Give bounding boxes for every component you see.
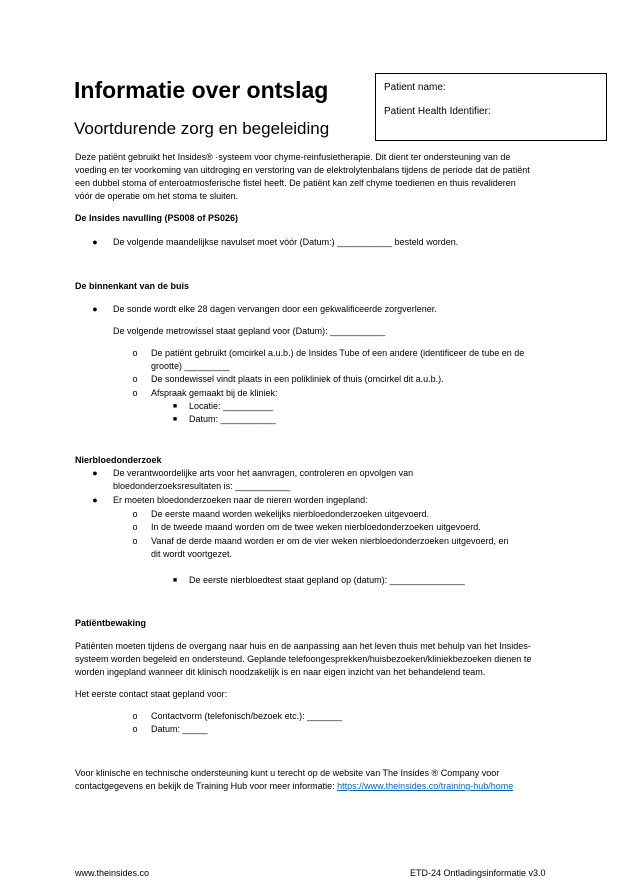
intro-line: vóór de operatie om het stoma te sluiten. [75,191,239,201]
kidney-heading: Nierbloedonderzoek [75,455,162,465]
hollow-circle-icon: o [132,522,138,532]
contact-form-field: Contactvorm (telefonisch/bezoek etc.): _______ [151,711,343,721]
square-bullet-icon: ■ [172,577,178,584]
footer-website: www.theinsides.co [75,868,150,878]
kidney-sub-item: dit wordt voortgezet. [151,549,233,559]
monitoring-line: Patiënten moeten tijdens de overgang naar huis en de aanpassing aan het leven thuis met behulp van het Insides- [75,641,531,651]
tube-heading: De binnenkant van de buis [75,281,190,291]
bullet-icon: ● [92,495,98,505]
tube-sub-item: De sondewissel vindt plaats in een polikliniek of thuis (omcirkel dit a.u.b.). [151,374,444,384]
tube-sub-item: Afspraak gemaakt bij de kliniek: [151,388,278,398]
monitoring-heading: Patiëntbewaking [75,618,147,628]
bullet-icon: ● [92,468,98,478]
hollow-circle-icon: o [132,724,138,734]
intro-line: voeding en ter voorkoming van uitdroging en verstoring van de elektrolytenbalans tijdens de periode dat de patiënt [75,165,530,175]
intro-line: Deze patiënt gebruikt het Insides® ·systeem voor chyme-reinfusietherapie. Dit dient ter ondersteuning van de [75,152,511,162]
patient-info-box [375,73,607,141]
refill-item: De volgende maandelijkse navulset moet vóór (Datum:) ___________ besteld worden. [113,237,459,247]
support-line: Voor klinische en technische ondersteuning kunt u terecht op de website van The Insides ® Company voor [75,768,500,778]
refill-heading: De Insides navulling (PS008 of PS026) [75,213,239,223]
intro-paragraph [75,151,560,203]
tube-sub-item: De patiënt gebruikt (omcirkel a.u.b.) de Insides Tube of een andere (identificeer de tube en de [151,348,525,358]
patient-name-label: Patient name: [384,82,446,93]
tube-sub-item: grootte) _________ [151,361,230,371]
kidney-bullet: De verantwoordelijke arts voor het aanvragen, controleren en opvolgen van [113,468,414,478]
footer-doc-id: ETD-24 Ontladingsinformatie v3.0 [410,868,546,878]
first-contact-label: Het eerste contact staat gepland voor: [75,689,228,699]
hollow-circle-icon: o [132,374,138,384]
hollow-circle-icon: o [132,388,138,398]
square-bullet-icon: ■ [172,403,178,410]
tube-exchange-date: De volgende metrowissel staat gepland voor (Datum): ___________ [113,326,386,336]
kidney-sub-item: Vanaf de derde maand worden er om de vier weken nierbloedonderzoeken uitgevoerd, en [151,536,509,546]
hollow-circle-icon: o [132,509,138,519]
monitoring-paragraph [75,640,560,679]
contact-date-field: Datum: _____ [151,724,208,734]
kidney-first-test: De eerste nierbloedtest staat gepland op (datum): _______________ [189,575,465,585]
patient-id-label: Patient Health Identifier: [384,106,491,117]
page-subtitle: Voortdurende zorg en begeleiding [74,119,330,138]
support-line [75,780,513,793]
kidney-bullet: Er moeten bloedonderzoeken naar de nieren worden ingepland: [113,495,368,505]
hollow-circle-icon: o [132,536,138,546]
training-hub-link[interactable]: https://www.theinsides.co/training-hub/home [337,781,514,791]
support-text: contactgegevens en bekijk de Training Hub voor meer informatie: [75,781,338,791]
monitoring-line: worden ingepland wanneer dit klinisch noodzakelijk is en naar eigen inzicht van het behandelend team. [75,667,486,677]
tube-date: Datum: ___________ [189,414,276,424]
page-title: Informatie over ontslag [74,77,329,103]
square-bullet-icon: ■ [172,416,178,423]
kidney-bullet: bloedonderzoeksresultaten is: ___________ [113,481,291,491]
kidney-sub-item: De eerste maand worden wekelijks nierbloedonderzoeken uitgevoerd. [151,509,430,519]
intro-line: een dubbel stoma of enteroatmosferische fistel heeft. De patiënt kan zelf chyme toedienen en thuis revalideren [75,178,516,188]
monitoring-line: systeem worden begeleid en ondersteund. Geplande telefoongesprekken/huisbezoeken/kliniekbezoeken dienen te [75,654,532,664]
tube-location: Locatie: __________ [189,401,274,411]
bullet-icon: ● [92,237,98,247]
hollow-circle-icon: o [132,711,138,721]
tube-bullet: De sonde wordt elke 28 dagen vervangen door een gekwalificeerde zorgverlener. [113,304,437,314]
bullet-icon: ● [92,304,98,314]
hollow-circle-icon: o [132,348,138,358]
kidney-sub-item: In de tweede maand worden om de twee weken nierbloedonderzoeken uitgevoerd. [151,522,481,532]
